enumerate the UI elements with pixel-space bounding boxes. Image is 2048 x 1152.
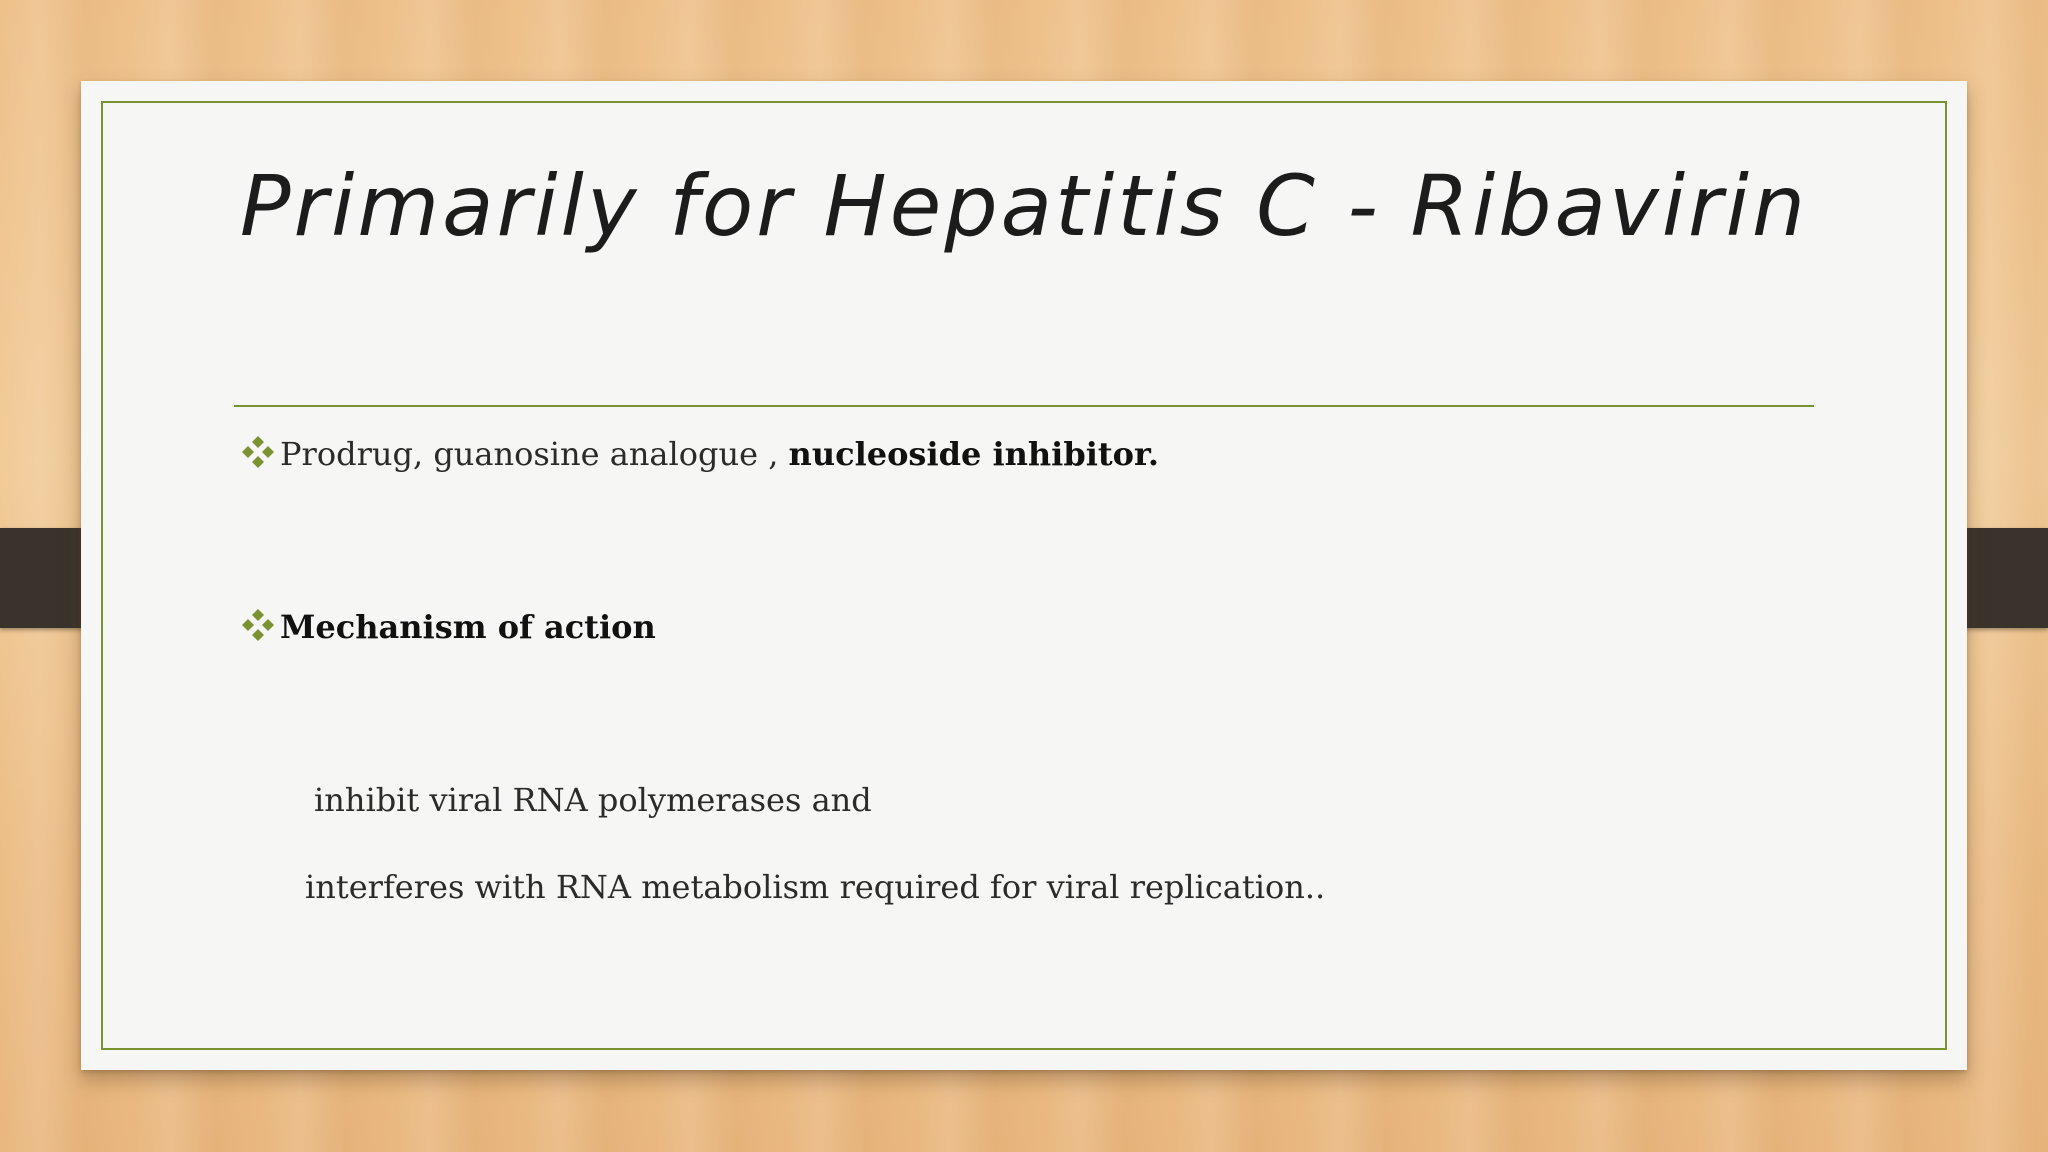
bullet-item-mechanism bbox=[236, 605, 656, 649]
bullet-bold-text: nucleoside inhibitor. bbox=[788, 435, 1160, 473]
mechanism-line-1: inhibit viral RNA polymerases and bbox=[314, 781, 872, 819]
bullet-plain-text: Prodrug, guanosine analogue , bbox=[280, 435, 789, 473]
bullet-item-prodrug bbox=[236, 432, 1159, 476]
diamond-cluster-bullet-icon bbox=[236, 605, 280, 649]
mechanism-line-2: interferes with RNA metabolism required for viral replication.. bbox=[305, 868, 1326, 906]
slide bbox=[81, 81, 1967, 1070]
title-divider bbox=[234, 405, 1814, 407]
mechanism-heading: Mechanism of action bbox=[280, 608, 656, 646]
bullet-text bbox=[280, 435, 1159, 473]
diamond-cluster-bullet-icon bbox=[236, 432, 280, 476]
slide-title: Primarily for Hepatitis C - Ribavirin bbox=[239, 157, 1809, 255]
